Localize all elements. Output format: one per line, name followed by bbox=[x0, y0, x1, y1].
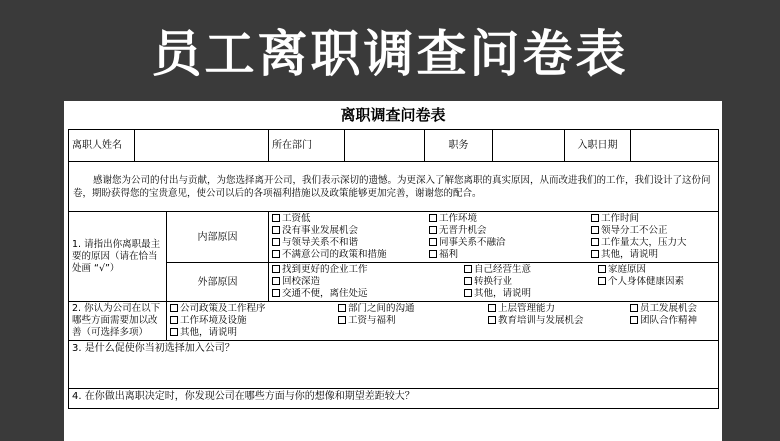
checkbox-icon[interactable] bbox=[591, 226, 599, 234]
option-label: 工资与福利 bbox=[348, 315, 396, 326]
option-checkbox[interactable] bbox=[591, 225, 719, 237]
start-date-field[interactable] bbox=[631, 130, 719, 162]
option-checkbox[interactable] bbox=[272, 288, 464, 300]
option-checkbox[interactable] bbox=[272, 225, 429, 237]
checkbox-icon[interactable] bbox=[598, 277, 606, 285]
form-sheet bbox=[64, 101, 722, 441]
q4-question[interactable] bbox=[69, 389, 719, 409]
option-checkbox[interactable] bbox=[598, 276, 719, 288]
q4-text: 4. 在你做出离职决定时，你发现公司在哪些方面与你的想像和期望差距较大？ bbox=[72, 391, 415, 402]
q1-question: 1. 请指出你离职最主要的原因（请在恰当处画 “√”） bbox=[69, 212, 167, 302]
checkbox-icon[interactable] bbox=[464, 289, 472, 297]
intro-row bbox=[69, 162, 719, 212]
option-label: 与领导关系不和谐 bbox=[282, 237, 359, 248]
option-label: 无晋升机会 bbox=[439, 225, 487, 236]
q2-options bbox=[167, 302, 719, 341]
option-checkbox[interactable] bbox=[272, 276, 464, 288]
empty-cell bbox=[598, 288, 719, 300]
option-label: 个人身体健康因素 bbox=[608, 276, 685, 287]
external-option-grid bbox=[269, 263, 718, 301]
dept-label: 所在部门 bbox=[269, 130, 345, 162]
empty-cell bbox=[338, 327, 488, 339]
checkbox-icon[interactable] bbox=[429, 238, 437, 246]
option-checkbox[interactable] bbox=[272, 264, 464, 276]
survey-table bbox=[68, 129, 719, 409]
option-label: 工作环境 bbox=[439, 213, 478, 224]
intro-paragraph: 感谢您为公司的付出与贡献，为您选择离开公司，我们表示深切的遗憾。为更深入了解您离职的真实原因，从而改进我们的工作，我们设计了这份问卷，期盼获得您的宝贵意见，使公司以后的各项福利措施以及政策能够更加完善，谢谢您的配合。 bbox=[73, 174, 711, 199]
checkbox-icon[interactable] bbox=[591, 214, 599, 222]
option-label: 教育培训与发展机会 bbox=[498, 315, 584, 326]
checkbox-icon[interactable] bbox=[272, 226, 280, 234]
name-label: 离职人姓名 bbox=[69, 130, 135, 162]
option-checkbox[interactable] bbox=[464, 264, 598, 276]
option-label: 团队合作精神 bbox=[640, 315, 698, 326]
option-checkbox[interactable] bbox=[429, 213, 591, 225]
option-label: 没有事业发展机会 bbox=[282, 225, 359, 236]
q2-question: 2. 你认为公司在以下哪些方面需要加以改善（可选择多项） bbox=[69, 302, 167, 341]
option-checkbox[interactable] bbox=[598, 264, 719, 276]
empty-cell bbox=[630, 327, 719, 339]
checkbox-icon[interactable] bbox=[272, 250, 280, 258]
banner-title: 员工离职调查问卷表 bbox=[151, 25, 629, 83]
position-field[interactable] bbox=[493, 130, 565, 162]
option-label: 回校深造 bbox=[282, 276, 321, 287]
option-label: 其他，请说明 bbox=[180, 327, 238, 338]
option-checkbox[interactable] bbox=[272, 237, 429, 249]
option-label: 工作环境及设施 bbox=[180, 315, 247, 326]
q1-internal-row bbox=[69, 212, 719, 263]
option-label: 工作量太大，压力大 bbox=[601, 237, 687, 248]
option-checkbox[interactable] bbox=[591, 213, 719, 225]
checkbox-icon[interactable] bbox=[272, 265, 280, 273]
q3-text: 3. 是什么促使你当初选择加入公司？ bbox=[72, 343, 235, 354]
option-checkbox[interactable] bbox=[591, 249, 719, 261]
intro-text bbox=[69, 162, 719, 212]
external-reason-label: 外部原因 bbox=[167, 263, 269, 302]
checkbox-icon[interactable] bbox=[170, 316, 178, 324]
checkbox-icon[interactable] bbox=[464, 277, 472, 285]
option-checkbox[interactable] bbox=[272, 249, 429, 261]
checkbox-icon[interactable] bbox=[170, 304, 178, 312]
q1-external-row bbox=[69, 263, 719, 302]
option-checkbox[interactable] bbox=[630, 315, 719, 327]
checkbox-icon[interactable] bbox=[429, 214, 437, 222]
option-label: 其他，请说明 bbox=[601, 249, 659, 260]
option-label: 自己经营生意 bbox=[474, 264, 532, 275]
option-checkbox[interactable] bbox=[464, 276, 598, 288]
option-label: 转换行业 bbox=[474, 276, 513, 287]
q3-question[interactable] bbox=[69, 341, 719, 389]
checkbox-icon[interactable] bbox=[591, 238, 599, 246]
option-label: 部门之间的沟通 bbox=[348, 303, 415, 314]
checkbox-icon[interactable] bbox=[598, 265, 606, 273]
option-checkbox[interactable] bbox=[170, 303, 338, 315]
checkbox-icon[interactable] bbox=[429, 250, 437, 258]
banner bbox=[0, 0, 780, 100]
internal-reason-label: 内部原因 bbox=[167, 212, 269, 263]
option-checkbox[interactable] bbox=[170, 327, 338, 339]
option-label: 找到更好的企业工作 bbox=[282, 264, 368, 275]
form-title: 离职调查问卷表 bbox=[340, 106, 446, 124]
start-date-label: 入职日期 bbox=[565, 130, 631, 162]
option-label: 交通不便，离住处远 bbox=[282, 288, 368, 299]
option-checkbox[interactable] bbox=[630, 303, 719, 315]
checkbox-icon[interactable] bbox=[338, 316, 346, 324]
empty-cell bbox=[488, 327, 630, 339]
option-label: 上层管理能力 bbox=[498, 303, 556, 314]
option-checkbox[interactable] bbox=[338, 315, 488, 327]
checkbox-icon[interactable] bbox=[488, 304, 496, 312]
option-checkbox[interactable] bbox=[338, 303, 488, 315]
checkbox-icon[interactable] bbox=[272, 289, 280, 297]
option-label: 工作时间 bbox=[601, 213, 640, 224]
option-checkbox[interactable] bbox=[488, 315, 630, 327]
option-checkbox[interactable] bbox=[170, 315, 338, 327]
option-checkbox[interactable] bbox=[429, 237, 591, 249]
checkbox-icon[interactable] bbox=[429, 226, 437, 234]
internal-options bbox=[269, 212, 719, 263]
checkbox-icon[interactable] bbox=[170, 328, 178, 336]
option-checkbox[interactable] bbox=[464, 288, 598, 300]
option-label: 家庭原因 bbox=[608, 264, 647, 275]
option-checkbox[interactable] bbox=[429, 225, 591, 237]
q2-row bbox=[69, 302, 719, 341]
option-checkbox[interactable] bbox=[272, 213, 429, 225]
checkbox-icon[interactable] bbox=[272, 277, 280, 285]
option-label: 同事关系不融洽 bbox=[439, 237, 506, 248]
dept-field[interactable] bbox=[345, 130, 425, 162]
option-checkbox[interactable] bbox=[488, 303, 630, 315]
option-checkbox[interactable] bbox=[591, 237, 719, 249]
q2-option-grid bbox=[167, 302, 718, 340]
checkbox-icon[interactable] bbox=[591, 250, 599, 258]
option-label: 其他，请说明 bbox=[474, 288, 532, 299]
option-label: 领导分工不公正 bbox=[601, 225, 668, 236]
option-label: 公司政策及工作程序 bbox=[180, 303, 266, 314]
option-label: 员工发展机会 bbox=[640, 303, 698, 314]
checkbox-icon[interactable] bbox=[338, 304, 346, 312]
q4-row bbox=[69, 389, 719, 409]
name-field[interactable] bbox=[135, 130, 269, 162]
checkbox-icon[interactable] bbox=[272, 238, 280, 246]
position-label: 职务 bbox=[425, 130, 493, 162]
checkbox-icon[interactable] bbox=[488, 316, 496, 324]
checkbox-icon[interactable] bbox=[464, 265, 472, 273]
option-label: 福利 bbox=[439, 249, 459, 260]
checkbox-icon[interactable] bbox=[630, 304, 638, 312]
internal-option-grid bbox=[269, 212, 718, 262]
info-row bbox=[69, 130, 719, 162]
option-label: 不满意公司的政策和措施 bbox=[282, 249, 387, 260]
checkbox-icon[interactable] bbox=[630, 316, 638, 324]
q3-row bbox=[69, 341, 719, 389]
option-label: 工资低 bbox=[282, 213, 311, 224]
option-checkbox[interactable] bbox=[429, 249, 591, 261]
external-options bbox=[269, 263, 719, 302]
checkbox-icon[interactable] bbox=[272, 214, 280, 222]
